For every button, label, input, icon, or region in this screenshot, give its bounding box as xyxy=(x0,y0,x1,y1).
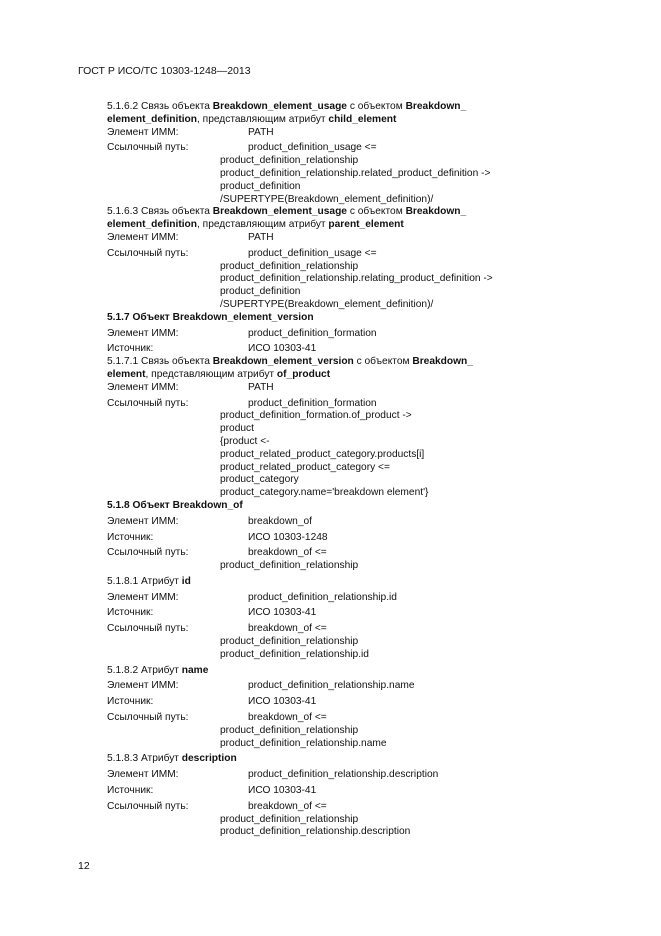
field-label: Ссылочный путь: xyxy=(107,800,189,812)
field-label: Элемент ИММ: xyxy=(107,126,179,138)
heading-bold: element_definition xyxy=(107,113,198,125)
heading-text: , представляющим атрибут xyxy=(145,368,277,380)
ref-path-line: product xyxy=(220,423,254,435)
section-5-1-8-3 xyxy=(107,750,527,839)
field-label: Элемент ИММ: xyxy=(107,327,179,339)
field-label: Элемент ИММ: xyxy=(107,231,179,243)
field-label: Источник: xyxy=(107,696,154,708)
imm-row xyxy=(107,382,527,395)
source-row xyxy=(107,532,527,545)
section-title-text: 5.1.7 Объект Breakdown_element_version xyxy=(107,311,314,323)
ref-path-line: {product <- xyxy=(220,435,270,447)
field-label: Ссылочный путь: xyxy=(107,547,189,559)
field-value: PATH xyxy=(248,126,274,138)
heading-text: 5.1.8.3 Атрибут xyxy=(107,753,182,765)
heading-bold: name xyxy=(181,664,209,676)
field-label: Ссылочный путь: xyxy=(107,247,189,259)
section-heading-cont xyxy=(107,219,527,232)
field-label: Источник: xyxy=(107,607,154,619)
page-header: ГОСТ Р ИСО/ТС 10303-1248—2013 xyxy=(78,65,251,77)
heading-bold: Breakdown_ xyxy=(405,101,467,112)
heading-bold: of_product xyxy=(276,368,331,380)
ref-path-line: product_definition_relationship xyxy=(220,813,359,825)
field-value: product_definition_relationship.id xyxy=(248,591,397,603)
field-label: Источник: xyxy=(107,343,154,355)
field-label: Ссылочный путь: xyxy=(107,712,189,724)
imm-row xyxy=(107,516,527,529)
field-value: product_definition_relationship.name xyxy=(248,680,415,692)
imm-row xyxy=(107,592,527,605)
heading-bold: Breakdown_ xyxy=(412,356,473,368)
field-label: Элемент ИММ: xyxy=(107,515,179,527)
heading-text: 5.1.6.2 Связь объекта xyxy=(107,101,213,112)
ref-path-line: /SUPERTYPE(Breakdown_element_definition)/ xyxy=(220,298,434,310)
field-value: breakdown_of <= xyxy=(248,623,327,635)
heading-bold: child_element xyxy=(328,113,397,125)
field-value: ИСО 10303-41 xyxy=(248,607,317,619)
section-heading xyxy=(107,356,527,369)
field-value: product_definition_formation xyxy=(248,397,377,409)
imm-row xyxy=(107,232,527,245)
field-value: breakdown_of <= xyxy=(248,800,327,812)
imm-row xyxy=(107,127,527,140)
ref-path-row xyxy=(107,248,527,261)
ref-path-line: product_definition_relationship.related_product_definition -> xyxy=(220,167,491,179)
ref-path-line: product_definition_relationship.relating_product_definition -> xyxy=(220,273,493,285)
ref-path-row xyxy=(107,398,527,411)
section-5-1-6-3 xyxy=(107,206,527,311)
field-value: ИСО 10303-1248 xyxy=(248,531,328,543)
source-row xyxy=(107,785,527,798)
field-value: ИСО 10303-41 xyxy=(248,343,317,355)
ref-path-line: product_related_product_category.products[i] xyxy=(220,448,425,460)
section-title-text: 5.1.8 Объект Breakdown_of xyxy=(107,499,243,511)
ref-path-line: product_related_product_category <= xyxy=(220,461,390,473)
ref-path-line: product_definition_formation.of_product -> xyxy=(220,410,412,422)
field-label: Источник: xyxy=(107,531,154,543)
ref-path-line: product_definition_relationship.name xyxy=(220,737,387,749)
ref-path-line: product_category xyxy=(220,474,299,486)
section-5-1-6-2 xyxy=(107,101,527,206)
section-heading xyxy=(107,753,527,766)
ref-path-line: product_definition xyxy=(220,286,301,298)
ref-path-row xyxy=(107,142,527,155)
ref-path-line: product_definition_relationship xyxy=(220,155,359,167)
heading-text: 5.1.6.3 Связь объекта xyxy=(107,206,213,218)
field-label: Ссылочный путь: xyxy=(107,623,189,635)
ref-path-line: product_definition_relationship xyxy=(220,724,359,736)
heading-text: 5.1.8.2 Атрибут xyxy=(107,664,182,676)
heading-text: с объектом xyxy=(346,101,406,112)
field-value: ИСО 10303-41 xyxy=(248,785,317,797)
ref-path-line: product_definition_relationship xyxy=(220,636,359,648)
field-label: Элемент ИММ: xyxy=(107,381,179,393)
field-value: breakdown_of <= xyxy=(248,712,327,724)
page-number: 12 xyxy=(78,860,90,872)
section-heading xyxy=(107,665,527,678)
field-label: Ссылочный путь: xyxy=(107,397,189,409)
section-5-1-8-2 xyxy=(107,662,527,751)
ref-path-row xyxy=(107,801,527,814)
heading-bold: id xyxy=(181,575,191,587)
heading-text: , представляющим атрибут xyxy=(197,113,329,125)
ref-path-line: product_definition_relationship.id xyxy=(220,648,369,660)
heading-bold: Breakdown_element_usage xyxy=(212,101,347,112)
heading-text: 5.1.7.1 Связь объекта xyxy=(107,356,213,368)
source-row xyxy=(107,343,527,356)
heading-text: с объектом xyxy=(353,356,413,368)
imm-row xyxy=(107,328,527,341)
field-label: Элемент ИММ: xyxy=(107,591,179,603)
heading-bold: Breakdown_ xyxy=(405,206,467,218)
field-value: product_definition_usage <= xyxy=(248,142,377,154)
heading-bold: Breakdown_element_version xyxy=(212,356,354,368)
section-title xyxy=(107,500,527,513)
document-body xyxy=(107,101,527,839)
heading-bold: parent_element xyxy=(328,219,404,231)
heading-bold: Breakdown_element_usage xyxy=(212,206,347,218)
field-value: product_definition_relationship.description xyxy=(248,769,439,781)
ref-path-row xyxy=(107,623,527,636)
section-heading xyxy=(107,576,527,589)
heading-bold: element_definition xyxy=(107,219,198,231)
section-title xyxy=(107,312,527,325)
ref-path-line: product_definition_relationship xyxy=(220,260,359,272)
ref-path-line: /SUPERTYPE(Breakdown_element_definition)/ xyxy=(220,193,434,205)
section-5-1-8 xyxy=(107,500,527,573)
ref-path-line: product_definition_relationship.description xyxy=(220,826,411,838)
heading-text: с объектом xyxy=(346,206,406,218)
ref-path-line: product_category.name='breakdown element'} xyxy=(220,487,429,499)
field-label: Ссылочный путь: xyxy=(107,142,189,154)
field-label: Элемент ИММ: xyxy=(107,680,179,692)
field-value: PATH xyxy=(248,381,274,393)
heading-bold: element xyxy=(107,368,146,380)
section-heading xyxy=(107,206,527,219)
ref-path-line: product_definition_relationship xyxy=(220,560,359,572)
heading-bold: description xyxy=(181,753,237,765)
heading-text: 5.1.8.1 Атрибут xyxy=(107,575,182,587)
field-label: Элемент ИММ: xyxy=(107,769,179,781)
field-value: breakdown_of <= xyxy=(248,547,327,559)
section-5-1-7-1 xyxy=(107,356,527,500)
ref-path-line: product_definition xyxy=(220,180,301,192)
field-value: product_definition_usage <= xyxy=(248,247,377,259)
field-value: breakdown_of xyxy=(248,515,313,527)
source-row xyxy=(107,696,527,709)
field-value: ИСО 10303-41 xyxy=(248,696,317,708)
field-label: Источник: xyxy=(107,785,154,797)
imm-row xyxy=(107,680,527,693)
source-row xyxy=(107,607,527,620)
section-5-1-7 xyxy=(107,312,527,356)
heading-text: , представляющим атрибут xyxy=(197,219,329,231)
ref-path-row xyxy=(107,712,527,725)
field-value: PATH xyxy=(248,231,274,243)
field-value: product_definition_formation xyxy=(248,327,377,339)
section-5-1-8-1 xyxy=(107,573,527,662)
imm-row xyxy=(107,769,527,782)
section-heading xyxy=(107,101,527,114)
section-heading-cont xyxy=(107,114,527,127)
ref-path-row xyxy=(107,547,527,560)
section-heading-cont xyxy=(107,369,527,382)
